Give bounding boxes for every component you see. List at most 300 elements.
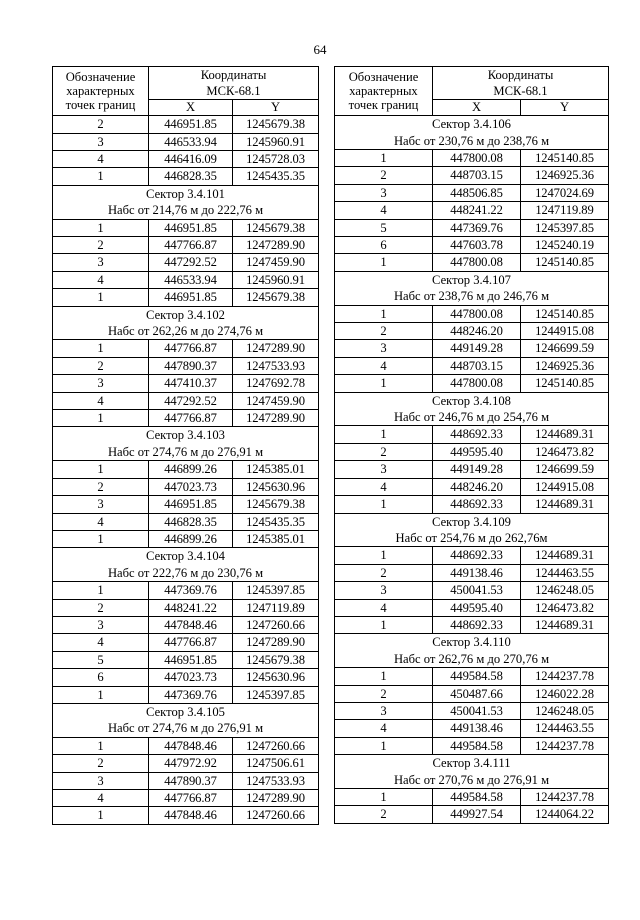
y-coordinate: 1245140.85 <box>521 149 609 166</box>
height-range-row <box>335 409 609 426</box>
table-row <box>335 149 609 166</box>
x-coordinate: 446899.26 <box>149 530 233 547</box>
y-coordinate: 1246248.05 <box>521 582 609 599</box>
point-number: 3 <box>53 254 149 271</box>
sector-title: Сектор 3.4.102 <box>53 306 319 323</box>
table-header <box>53 67 319 116</box>
table-row <box>53 755 319 772</box>
point-number: 3 <box>335 184 433 201</box>
table-row <box>335 375 609 392</box>
table-row <box>53 254 319 271</box>
point-number: 1 <box>335 254 433 271</box>
point-number: 4 <box>335 599 433 616</box>
sector-row <box>53 548 319 565</box>
x-coordinate: 448703.15 <box>433 167 521 184</box>
x-coordinate: 447369.76 <box>433 219 521 236</box>
table-row <box>335 237 609 254</box>
point-number: 2 <box>335 443 433 460</box>
x-coordinate: 447292.52 <box>149 254 233 271</box>
x-coordinate: 448246.20 <box>433 323 521 340</box>
y-coordinate: 1244689.31 <box>521 426 609 443</box>
sector-row <box>335 634 609 651</box>
sector-title: Сектор 3.4.103 <box>53 427 319 444</box>
point-number: 3 <box>53 772 149 789</box>
x-coordinate: 447800.08 <box>433 149 521 166</box>
x-coordinate: 446951.85 <box>149 289 233 306</box>
points-column-header <box>53 67 149 116</box>
table-row <box>53 651 319 668</box>
y-coordinate: 1244237.78 <box>521 668 609 685</box>
point-number: 1 <box>335 668 433 685</box>
y-coordinate: 1245960.91 <box>233 133 319 150</box>
y-coordinate: 1244689.31 <box>521 496 609 513</box>
point-number: 4 <box>53 634 149 651</box>
point-number: 1 <box>335 496 433 513</box>
coordinate-system-header: МСК-68.1 <box>433 83 609 99</box>
x-coordinate: 446951.85 <box>149 219 233 236</box>
y-coordinate: 1247506.61 <box>233 755 319 772</box>
height-range-row <box>335 772 609 789</box>
x-coordinate: 447848.46 <box>149 807 233 824</box>
table-row <box>53 530 319 547</box>
height-range: Набс от 246,76 м до 254,76 м <box>335 409 609 426</box>
point-number: 4 <box>335 478 433 495</box>
sector-row <box>53 703 319 720</box>
x-coordinate: 447800.08 <box>433 305 521 322</box>
y-coordinate: 1247289.90 <box>233 410 319 427</box>
point-number: 3 <box>335 340 433 357</box>
y-coordinate: 1245385.01 <box>233 461 319 478</box>
point-number: 1 <box>53 219 149 236</box>
y-coordinate: 1246699.59 <box>521 461 609 478</box>
point-number: 2 <box>335 685 433 702</box>
x-coordinate: 448246.20 <box>433 478 521 495</box>
y-coordinate: 1247289.90 <box>233 790 319 807</box>
point-number: 2 <box>335 323 433 340</box>
y-coordinate: 1245960.91 <box>233 271 319 288</box>
x-coordinate: 446533.94 <box>149 133 233 150</box>
height-range-row <box>53 720 319 737</box>
height-range-row <box>53 323 319 340</box>
point-number: 4 <box>335 202 433 219</box>
table-row <box>335 426 609 443</box>
table-row <box>335 167 609 184</box>
sector-row <box>335 392 609 409</box>
point-number: 2 <box>335 806 433 823</box>
height-range: Набс от 230,76 м до 238,76 м <box>335 133 609 150</box>
point-number: 2 <box>53 599 149 616</box>
y-coordinate: 1245435.35 <box>233 513 319 530</box>
height-range-row <box>53 444 319 461</box>
x-coordinate: 448241.22 <box>149 599 233 616</box>
x-coordinate: 448692.33 <box>433 426 521 443</box>
point-number: 1 <box>335 616 433 633</box>
table-row <box>53 410 319 427</box>
point-number: 1 <box>53 340 149 357</box>
y-coordinate: 1244915.08 <box>521 323 609 340</box>
y-coordinate: 1245679.38 <box>233 289 319 306</box>
y-coordinate: 1245679.38 <box>233 496 319 513</box>
table-row <box>53 150 319 167</box>
table-row <box>53 375 319 392</box>
x-coordinate: 447766.87 <box>149 790 233 807</box>
table-row <box>335 219 609 236</box>
height-range-row <box>335 651 609 668</box>
table-row <box>53 357 319 374</box>
coordinates-table-right <box>334 66 609 824</box>
points-column-header <box>335 67 433 116</box>
y-coordinate: 1244237.78 <box>521 789 609 806</box>
height-range: Набс от 274,76 м до 276,91 м <box>53 444 319 461</box>
table-row <box>53 392 319 409</box>
y-coordinate: 1245630.96 <box>233 478 319 495</box>
point-number: 3 <box>53 616 149 633</box>
y-coordinate: 1246699.59 <box>521 340 609 357</box>
sector-title: Сектор 3.4.110 <box>335 634 609 651</box>
table-row <box>53 807 319 824</box>
table-row <box>335 478 609 495</box>
table-row <box>335 184 609 201</box>
point-number: 4 <box>53 790 149 807</box>
sector-row <box>335 271 609 288</box>
x-coordinate: 447023.73 <box>149 669 233 686</box>
y-coordinate: 1245679.38 <box>233 219 319 236</box>
sector-row <box>53 185 319 202</box>
table-row <box>335 305 609 322</box>
table-row <box>335 789 609 806</box>
x-coordinate: 450041.53 <box>433 702 521 719</box>
point-number: 3 <box>335 702 433 719</box>
y-coordinate: 1245630.96 <box>233 669 319 686</box>
point-number: 1 <box>53 807 149 824</box>
y-coordinate: 1245385.01 <box>233 530 319 547</box>
height-range-row <box>335 133 609 150</box>
point-number: 4 <box>335 357 433 374</box>
point-number: 2 <box>335 167 433 184</box>
x-coordinate: 448692.33 <box>433 547 521 564</box>
x-coordinate: 447848.46 <box>149 616 233 633</box>
x-coordinate: 447766.87 <box>149 340 233 357</box>
y-coordinate: 1245140.85 <box>521 375 609 392</box>
y-coordinate: 1246473.82 <box>521 599 609 616</box>
table-row <box>53 686 319 703</box>
y-coordinate: 1247533.93 <box>233 357 319 374</box>
point-number: 1 <box>53 289 149 306</box>
point-number: 4 <box>53 150 149 167</box>
y-coordinate: 1247289.90 <box>233 340 319 357</box>
point-number: 1 <box>53 168 149 185</box>
point-number: 4 <box>53 513 149 530</box>
x-column-header: X <box>149 99 233 115</box>
y-column-header: Y <box>521 99 609 115</box>
x-coordinate: 447603.78 <box>433 237 521 254</box>
table-row <box>53 599 319 616</box>
x-coordinate: 447766.87 <box>149 634 233 651</box>
x-coordinate: 448692.33 <box>433 616 521 633</box>
table-body <box>53 116 319 825</box>
table-row <box>335 254 609 271</box>
y-coordinate: 1246022.28 <box>521 685 609 702</box>
point-number: 1 <box>335 305 433 322</box>
table-row <box>53 669 319 686</box>
y-coordinate: 1247119.89 <box>233 599 319 616</box>
y-coordinate: 1247459.90 <box>233 392 319 409</box>
table-row <box>335 340 609 357</box>
point-number: 5 <box>53 651 149 668</box>
x-coordinate: 448241.22 <box>433 202 521 219</box>
y-coordinate: 1245397.85 <box>233 686 319 703</box>
y-coordinate: 1247119.89 <box>521 202 609 219</box>
x-coordinate: 449595.40 <box>433 599 521 616</box>
y-coordinate: 1245397.85 <box>233 582 319 599</box>
table-row <box>335 616 609 633</box>
y-coordinate: 1244689.31 <box>521 616 609 633</box>
sector-row <box>335 755 609 772</box>
x-coordinate: 450041.53 <box>433 582 521 599</box>
x-coordinate: 446951.85 <box>149 116 233 133</box>
table-row <box>53 496 319 513</box>
table-row <box>53 116 319 133</box>
x-coordinate: 448692.33 <box>433 496 521 513</box>
point-number: 3 <box>53 496 149 513</box>
point-number: 5 <box>335 219 433 236</box>
x-coordinate: 448703.15 <box>433 357 521 374</box>
height-range: Набс от 214,76 м до 222,76 м <box>53 202 319 219</box>
y-coordinate: 1245140.85 <box>521 254 609 271</box>
table-row <box>335 202 609 219</box>
y-coordinate: 1247692.78 <box>233 375 319 392</box>
table-row <box>335 720 609 737</box>
table-row <box>335 599 609 616</box>
table-header <box>335 67 609 116</box>
y-coordinate: 1244463.55 <box>521 564 609 581</box>
point-number: 2 <box>53 116 149 133</box>
point-number: 1 <box>53 410 149 427</box>
x-coordinate: 447800.08 <box>433 254 521 271</box>
x-coordinate: 447800.08 <box>433 375 521 392</box>
table-row <box>53 168 319 185</box>
table-row <box>53 289 319 306</box>
sector-title: Сектор 3.4.105 <box>53 703 319 720</box>
header-line: Обозначение <box>65 70 136 85</box>
table-row <box>53 340 319 357</box>
height-range-row <box>53 565 319 582</box>
table-row <box>53 478 319 495</box>
table-row <box>53 790 319 807</box>
point-number: 3 <box>53 133 149 150</box>
y-coordinate: 1244463.55 <box>521 720 609 737</box>
y-coordinate: 1246925.36 <box>521 357 609 374</box>
coordinates-table-left <box>52 66 319 825</box>
table-row <box>335 582 609 599</box>
y-coordinate: 1246473.82 <box>521 443 609 460</box>
point-number: 2 <box>335 564 433 581</box>
x-coordinate: 448506.85 <box>433 184 521 201</box>
point-number: 2 <box>53 237 149 254</box>
point-number: 4 <box>53 392 149 409</box>
table-row <box>335 737 609 754</box>
table-row <box>53 219 319 236</box>
y-coordinate: 1246248.05 <box>521 702 609 719</box>
sector-row <box>53 427 319 444</box>
sector-row <box>53 306 319 323</box>
point-number: 4 <box>335 720 433 737</box>
x-coordinate: 449149.28 <box>433 461 521 478</box>
y-coordinate: 1247289.90 <box>233 237 319 254</box>
point-number: 2 <box>53 755 149 772</box>
height-range: Набс от 262,76 м до 270,76 м <box>335 651 609 668</box>
table-row <box>53 237 319 254</box>
height-range-row <box>53 202 319 219</box>
coordinate-system-header: МСК-68.1 <box>149 83 319 99</box>
y-coordinate: 1245435.35 <box>233 168 319 185</box>
table-body <box>335 116 609 824</box>
page-number: 64 <box>313 42 327 57</box>
x-coordinate: 447890.37 <box>149 772 233 789</box>
point-number: 4 <box>53 271 149 288</box>
height-range: Набс от 254,76 м до 262,76м <box>335 530 609 547</box>
point-number: 1 <box>53 686 149 703</box>
x-coordinate: 449584.58 <box>433 789 521 806</box>
x-coordinate: 446899.26 <box>149 461 233 478</box>
table-row <box>335 702 609 719</box>
x-coordinate: 447369.76 <box>149 582 233 599</box>
y-coordinate: 1247289.90 <box>233 634 319 651</box>
header-line: точек границ <box>348 98 419 113</box>
table-row <box>53 737 319 754</box>
y-coordinate: 1245140.85 <box>521 305 609 322</box>
sector-title: Сектор 3.4.108 <box>335 392 609 409</box>
sector-title: Сектор 3.4.109 <box>335 513 609 530</box>
x-column-header: X <box>433 99 521 115</box>
y-coordinate: 1244915.08 <box>521 478 609 495</box>
table-row <box>335 564 609 581</box>
y-column-header: Y <box>233 99 319 115</box>
height-range: Набс от 270,76 м до 276,91 м <box>335 772 609 789</box>
x-coordinate: 447766.87 <box>149 237 233 254</box>
sector-title: Сектор 3.4.106 <box>335 116 609 133</box>
x-coordinate: 447369.76 <box>149 686 233 703</box>
point-number: 6 <box>53 669 149 686</box>
x-coordinate: 449584.58 <box>433 737 521 754</box>
y-coordinate: 1244064.22 <box>521 806 609 823</box>
table-row <box>53 616 319 633</box>
y-coordinate: 1246925.36 <box>521 167 609 184</box>
point-number: 1 <box>53 530 149 547</box>
table-row <box>335 806 609 823</box>
y-coordinate: 1244237.78 <box>521 737 609 754</box>
point-number: 2 <box>53 357 149 374</box>
height-range: Набс от 222,76 м до 230,76 м <box>53 565 319 582</box>
x-coordinate: 447972.92 <box>149 755 233 772</box>
table-row <box>53 271 319 288</box>
table-row <box>53 582 319 599</box>
x-coordinate: 447766.87 <box>149 410 233 427</box>
point-number: 1 <box>335 149 433 166</box>
point-number: 1 <box>53 737 149 754</box>
point-number: 3 <box>53 375 149 392</box>
x-coordinate: 447410.37 <box>149 375 233 392</box>
header-line: характерных <box>66 84 135 99</box>
x-coordinate: 449149.28 <box>433 340 521 357</box>
sector-title: Сектор 3.4.107 <box>335 271 609 288</box>
point-number: 6 <box>335 237 433 254</box>
point-number: 1 <box>53 582 149 599</box>
x-coordinate: 449927.54 <box>433 806 521 823</box>
y-coordinate: 1247024.69 <box>521 184 609 201</box>
y-coordinate: 1244689.31 <box>521 547 609 564</box>
x-coordinate: 447292.52 <box>149 392 233 409</box>
sector-row <box>335 116 609 133</box>
point-number: 1 <box>335 375 433 392</box>
table-row <box>335 496 609 513</box>
y-coordinate: 1247260.66 <box>233 807 319 824</box>
x-coordinate: 446951.85 <box>149 651 233 668</box>
y-coordinate: 1245679.38 <box>233 651 319 668</box>
point-number: 1 <box>335 547 433 564</box>
height-range-row <box>335 288 609 305</box>
y-coordinate: 1245397.85 <box>521 219 609 236</box>
sector-title: Сектор 3.4.101 <box>53 185 319 202</box>
header-line: Обозначение <box>348 70 419 85</box>
x-coordinate: 446533.94 <box>149 271 233 288</box>
x-coordinate: 449138.46 <box>433 564 521 581</box>
x-coordinate: 449595.40 <box>433 443 521 460</box>
x-coordinate: 446828.35 <box>149 513 233 530</box>
point-number: 1 <box>335 737 433 754</box>
y-coordinate: 1247459.90 <box>233 254 319 271</box>
height-range: Набс от 238,76 м до 246,76 м <box>335 288 609 305</box>
point-number: 1 <box>53 461 149 478</box>
table-row <box>335 357 609 374</box>
x-coordinate: 446828.35 <box>149 168 233 185</box>
header-line: точек границ <box>65 98 136 113</box>
x-coordinate: 447890.37 <box>149 357 233 374</box>
height-range-row <box>335 530 609 547</box>
y-coordinate: 1247260.66 <box>233 616 319 633</box>
table-row <box>53 461 319 478</box>
x-coordinate: 446951.85 <box>149 496 233 513</box>
x-coordinate: 450487.66 <box>433 685 521 702</box>
y-coordinate: 1245679.38 <box>233 116 319 133</box>
header-line: характерных <box>349 84 418 99</box>
table-row <box>335 547 609 564</box>
coordinates-header: Координаты <box>433 67 609 83</box>
x-coordinate: 449138.46 <box>433 720 521 737</box>
point-number: 3 <box>335 461 433 478</box>
table-row <box>53 634 319 651</box>
point-number: 3 <box>335 582 433 599</box>
table-row <box>53 513 319 530</box>
table-row <box>335 461 609 478</box>
y-coordinate: 1245240.19 <box>521 237 609 254</box>
table-row <box>335 323 609 340</box>
table-row <box>335 443 609 460</box>
table-row <box>335 685 609 702</box>
height-range: Набс от 262,26 м до 274,76 м <box>53 323 319 340</box>
point-number: 1 <box>335 789 433 806</box>
x-coordinate: 447023.73 <box>149 478 233 495</box>
sector-title: Сектор 3.4.111 <box>335 755 609 772</box>
y-coordinate: 1247260.66 <box>233 737 319 754</box>
sector-title: Сектор 3.4.104 <box>53 548 319 565</box>
x-coordinate: 449584.58 <box>433 668 521 685</box>
y-coordinate: 1247533.93 <box>233 772 319 789</box>
x-coordinate: 447848.46 <box>149 737 233 754</box>
point-number: 1 <box>335 426 433 443</box>
table-row <box>335 668 609 685</box>
table-row <box>53 133 319 150</box>
